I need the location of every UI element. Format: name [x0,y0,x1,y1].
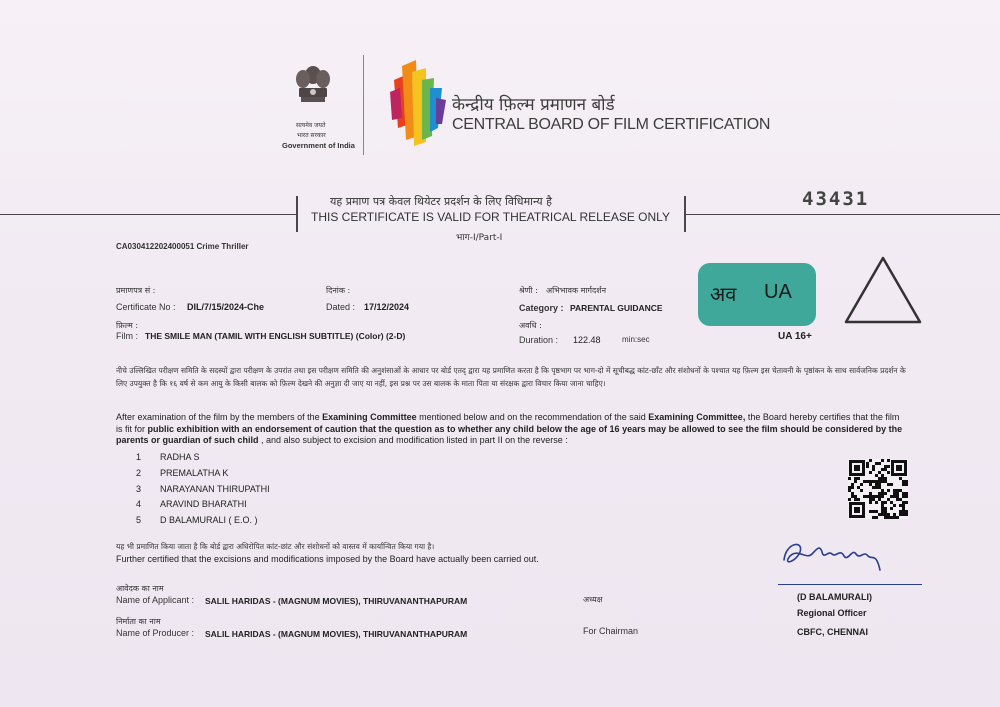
committee-member: NARAYANAN THIRUPATHI [160,484,270,494]
duration-hindi: अवधि : [519,321,542,330]
english-text-4: , and also subject to excision and modification listed in part II on the reverse : [258,435,568,445]
english-bold-3: public exhibition with an endorsement of caution that the question as to whether any child below the age of 16 years may be allowed to see the film should be considered by the parents or guardian of such child [116,423,903,445]
applicant-label: Name of Applicant : [116,595,195,605]
dated-label: Dated : [326,302,356,312]
cbfc-logo [388,58,448,150]
body-english-paragraph [116,412,906,447]
signatory-office: CBFC, CHENNAI [797,627,868,637]
committee-num: 5 [136,515,142,525]
dated-value: 17/12/2024 [364,302,410,312]
signatory-title: Regional Officer [797,608,867,618]
committee-num: 2 [136,468,142,478]
category-hindi-value: अभिभावक मार्गदर्शन [546,286,607,295]
category-label: Category : [519,303,564,313]
committee-member: RADHA S [160,452,200,462]
emblem-motto: सत्यमेव जयते [296,122,326,129]
applicant-hindi: आवेदक का नाम [116,584,164,593]
committee-member: PREMALATHA K [160,468,229,478]
rating-badge-english: UA [764,281,792,303]
validity-hindi: यह प्रमाण पत्र केवल थियेटर प्रदर्शन के लिए विधिमान्य है [330,195,552,208]
validity-english: THIS CERTIFICATE IS VALID FOR THEATRICAL RELEASE ONLY [311,210,670,224]
english-bold-2: Examining Committee, [648,412,746,422]
chair-label: For Chairman [583,626,639,636]
duration-unit: min:sec [622,335,650,344]
cbfc-logo-icon [388,58,448,150]
duration-value: 122.48 [573,335,601,345]
english-bold-1: Examining Committee [322,412,417,422]
signature-rule [778,584,922,585]
validity-rule-right [686,214,1000,215]
qr-code-icon [848,459,908,519]
chair-hindi: अध्यक्ष [583,595,603,604]
signature [776,530,896,580]
rating-badge-hindi: अव [710,282,737,306]
committee-member: ARAVIND BHARATHI [160,499,247,509]
validity-rule-left [0,214,296,215]
triangle-icon [842,254,924,326]
dated-hindi: दिनांक : [326,286,351,295]
certificate-no-value: DIL/7/15/2024-Che [187,302,265,312]
applicant-value: SALIL HARIDAS - (MAGNUM MOVIES), THIRUVANANTHAPURAM [205,596,468,606]
rating-label: UA 16+ [778,331,812,342]
board-name-hindi: केन्द्रीय फ़िल्म प्रमाणन बोर्ड [452,95,615,115]
body-hindi-paragraph: नीचे उल्लिखित परीक्षण समिति के सदस्यों द्वारा परीक्षण के उपरांत तथा इस परीक्षण समिति की अनुशंसाओं के आधार पर बोर्ड एतद् द्वारा यह प्रमाणित करता है कि पृष्ठभाग पर भाग-दो में सूचीबद्ध कांट-छाँट और संशोधनों के पश्चात यह फ़िल्म इस चेतावनी के पृष्ठांकन के साथ सार्वजनिक प्रदर्शन के लिए उपयुक्त है कि १६ वर्ष से कम आयु के किसी बालक को फ़िल्म देखने की अनुज्ञा दी जाए या नहीं, इस प्रश्न पर उस बालक के माता पिता या संरक्षक द्वारा विचार किया जाना चाहिए। [116,366,906,388]
duration-label: Duration : [519,335,559,345]
rating-triangle [842,254,924,326]
government-label: Government of India [282,141,355,150]
film-label: Film : [116,331,138,341]
board-name-english: CENTRAL BOARD OF FILM CERTIFICATION [452,116,771,133]
emblem-icon [286,62,340,120]
serial-number: 43431 [802,188,870,210]
producer-label: Name of Producer : [116,628,195,638]
committee-num: 3 [136,484,142,494]
certificate-no-hindi: प्रमाणपत्र सं : [116,286,156,295]
committee-num: 4 [136,499,142,509]
national-emblem [286,62,340,120]
signatory-name: (D BALAMURALI) [797,592,872,602]
producer-hindi: निर्माता का नाम [116,617,161,626]
film-hindi: फ़िल्म : [116,321,139,330]
committee-member: D BALAMURALI ( E.O. ) [160,515,258,525]
certificate-no-label: Certificate No : [116,302,176,312]
film-value: THE SMILE MAN (TAMIL WITH ENGLISH SUBTITLE) (Color) (2-D) [145,331,406,341]
producer-value: SALIL HARIDAS - (MAGNUM MOVIES), THIRUVANANTHAPURAM [205,629,468,639]
qr-code [848,459,908,519]
validity-part: भाग-I/Part-I [456,233,503,243]
signature-icon [776,530,896,580]
validity-bracket-left [296,196,298,232]
english-text-1: After examination of the film by the members of the [116,412,323,422]
further-english: Further certified that the excisions and modifications imposed by the Board have actually been carried out. [116,554,539,564]
english-text-3: the Board hereby certifies that the film is fit for [116,412,900,434]
header-divider [363,55,364,155]
reference-code: CA030412202400051 Crime Thriller [116,242,249,251]
english-text-2: mentioned below and on the recommendation of the said [416,412,649,422]
emblem-hindi-label: भारत सरकार [297,132,326,139]
further-hindi: यह भी प्रमाणित किया जाता है कि बोर्ड द्वारा अधिरोपित कांट-छांट और संशोधनों को वास्तव में कार्यान्वित किया गया है। [116,542,435,551]
category-value: PARENTAL GUIDANCE [570,303,663,313]
committee-num: 1 [136,452,142,462]
category-hindi: श्रेणी : [519,286,538,295]
